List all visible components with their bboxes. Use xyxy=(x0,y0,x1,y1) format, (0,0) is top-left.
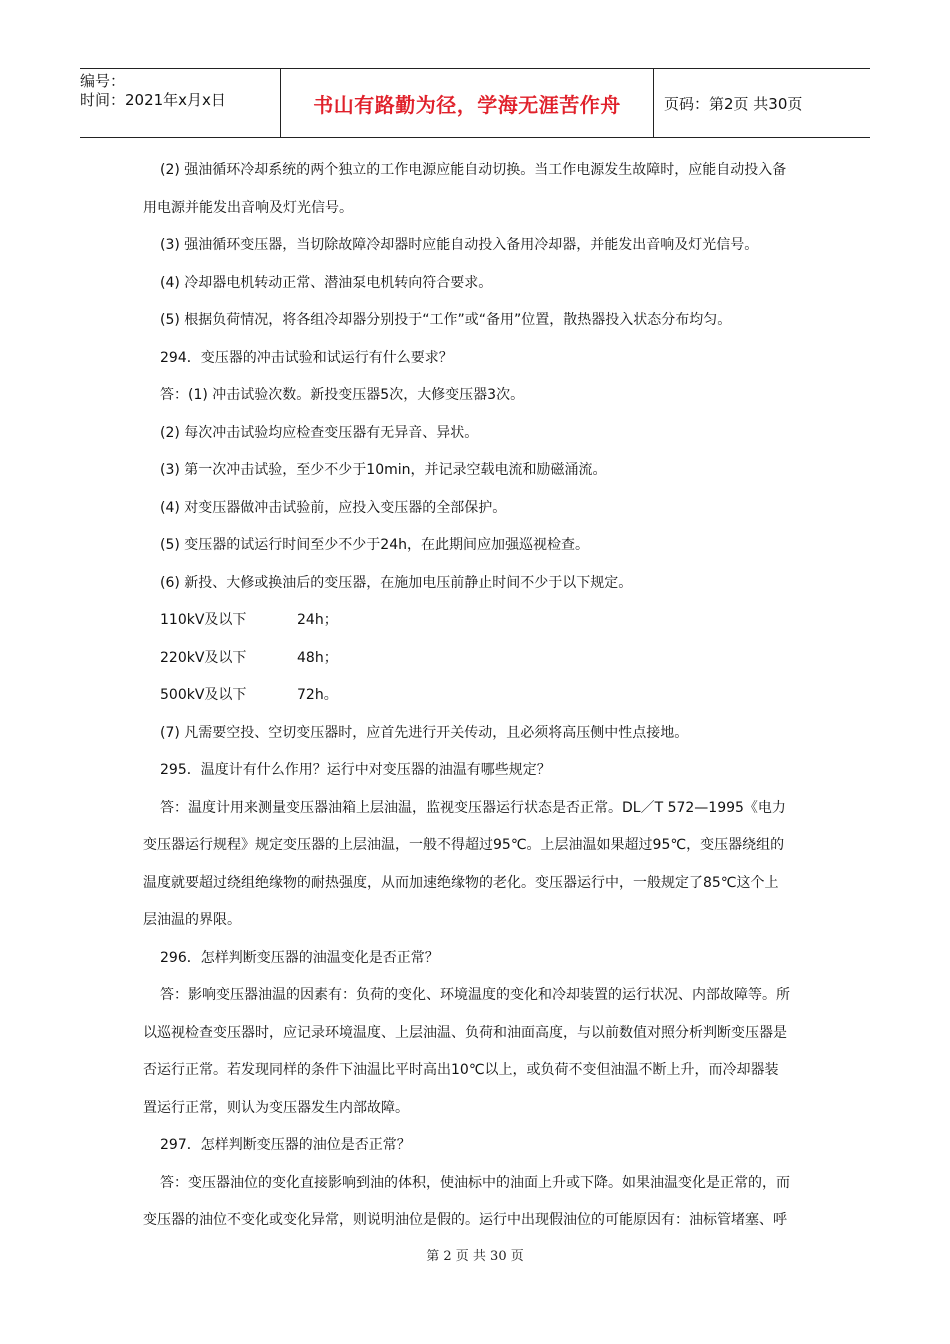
document-number-label: 编号： xyxy=(80,72,126,90)
paragraph-line: 295．温度计有什么作用？运行中对变压器的油温有哪些规定？ xyxy=(160,762,551,778)
header-page-info: 页码：第2页 共30页 xyxy=(664,94,803,113)
standing-time-list xyxy=(143,602,808,715)
paragraph-block xyxy=(143,152,808,602)
paragraph-line: 答：(1) 冲击试验次数。新投变压器5次，大修变压器3次。 xyxy=(160,387,525,403)
paragraph-line: 置运行正常，则认为变压器发生内部故障。 xyxy=(143,1099,409,1116)
paragraph-line: 答：温度计用来测量变压器油箱上层油温，监视变压器运行状态是否正常。DL／T 572—1995《电力 xyxy=(160,799,786,816)
paragraph-line: 294．变压器的冲击试验和试运行有什么要求？ xyxy=(160,349,453,366)
paragraph-line: (5) 根据负荷情况，将各组冷却器分别投于“工作”或“备用”位置，散热器投入状态分布均匀。 xyxy=(160,312,732,328)
header-motto: 书山有路勤为径，学海无涯苦作舟 xyxy=(313,92,621,117)
paragraph-line: (3) 强油循环变压器，当切除故障冷却器时应能自动投入备用冷却器，并能发出音响及灯光信号。 xyxy=(160,237,759,253)
standing-time: 24h； xyxy=(297,612,338,628)
standing-time-row xyxy=(143,677,808,715)
paragraph-line: (4) 对变压器做冲击试验前，应投入变压器的全部保护。 xyxy=(160,499,507,516)
paragraph-line: 答：影响变压器油温的因素有：负荷的变化、环境温度的变化和冷却装置的运行状况、内部故障等。所 xyxy=(160,987,790,1003)
paragraph-line: (5) 变压器的试运行时间至少不少于24h，在此期间应加强巡视检查。 xyxy=(160,537,589,553)
document-body xyxy=(143,152,808,1240)
standing-time: 48h； xyxy=(297,649,338,666)
standing-time-row xyxy=(143,640,808,678)
paragraph-line: 层油温的界限。 xyxy=(143,912,241,928)
paragraph-line: (7) 凡需要空投、空切变压器时，应首先进行开关传动，且必须将高压侧中性点接地。 xyxy=(160,724,689,741)
paragraph-block xyxy=(143,715,808,1240)
page-header xyxy=(80,68,870,138)
paragraph-line: (6) 新投、大修或换油后的变压器，在施加电压前静止时间不少于以下规定。 xyxy=(160,574,633,591)
page-footer: 第 2 页 共 30 页 xyxy=(426,1249,524,1264)
voltage-level: 220kV及以下 xyxy=(160,649,247,666)
paragraph-line: 否运行正常。若发现同样的条件下油温比平时高出10℃以上，或负荷不变但油温不断上升，而冷却器装 xyxy=(143,1062,779,1078)
standing-time: 72h。 xyxy=(297,687,338,703)
paragraph-line: (2) 每次冲击试验均应检查变压器有无异音、异状。 xyxy=(160,424,479,441)
paragraph-line: 温度就要超过绕组绝缘物的耐热强度，从而加速绝缘物的老化。变压器运行中，一般规定了85℃这个上 xyxy=(143,874,779,891)
paragraph-line: (2) 强油循环冷却系统的两个独立的工作电源应能自动切换。当工作电源发生故障时，应能自动投入备 xyxy=(160,162,787,178)
paragraph-line: 以巡视检查变压器时，应记录环境温度、上层油温、负荷和油面高度，与以前数值对照分析判断变压器是 xyxy=(143,1024,787,1041)
paragraph-line: (3) 第一次冲击试验，至少不少于10min，并记录空载电流和励磁涌流。 xyxy=(160,462,607,478)
paragraph-line: 用电源并能发出音响及灯光信号。 xyxy=(143,199,353,216)
paragraph-line: 297．怎样判断变压器的油位是否正常？ xyxy=(160,1137,411,1153)
voltage-level: 500kV及以下 xyxy=(160,687,247,703)
paragraph-line: 变压器的油位不变化或变化异常，则说明油位是假的。运行中出现假油位的可能原因有：油标管堵塞、呼 xyxy=(143,1212,787,1228)
paragraph-line: 变压器运行规程》规定变压器的上层油温，一般不得超过95℃。上层油温如果超过95℃，变压器绕组的 xyxy=(143,837,785,853)
paragraph-line: 答：变压器油位的变化直接影响到油的体积，使油标中的油面上升或下降。如果油温变化是正常的，而 xyxy=(160,1174,790,1191)
paragraph-line: (4) 冷却器电机转动正常、潜油泵电机转向符合要求。 xyxy=(160,274,493,291)
header-page-cell xyxy=(654,69,870,137)
header-motto-cell xyxy=(280,69,654,137)
document-date-label: 时间：2021年x月x日 xyxy=(80,91,226,109)
header-left-cell xyxy=(80,69,280,137)
paragraph-line: 296．怎样判断变压器的油温变化是否正常？ xyxy=(160,949,439,966)
standing-time-row xyxy=(143,602,808,640)
voltage-level: 110kV及以下 xyxy=(160,612,247,628)
